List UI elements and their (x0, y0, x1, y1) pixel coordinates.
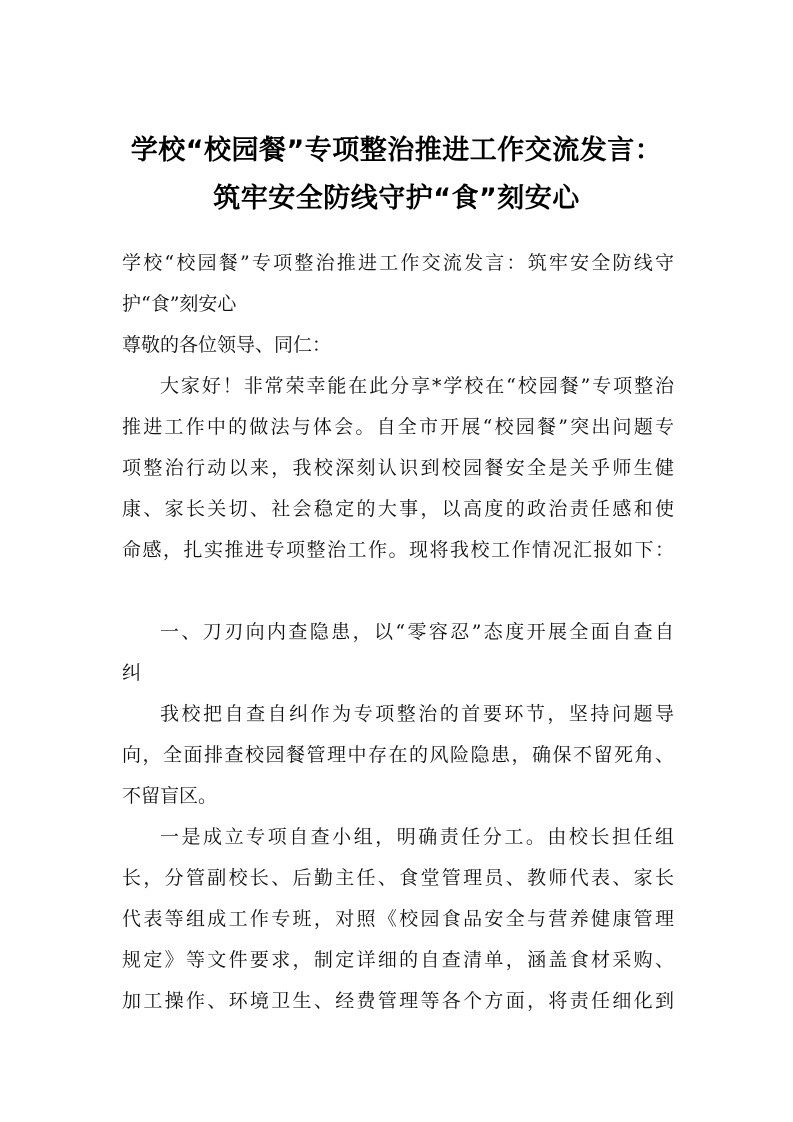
body-line: 加工操作、环境卫生、经费管理等各个方面，将责任细化到 (122, 990, 674, 1012)
body-line: 项整治行动以来，我校深刻认识到校园餐安全是关乎师生健 (122, 457, 674, 479)
body-line: 长，分管副校长、后勤主任、食堂管理员、教师代表、家长 (122, 867, 674, 889)
body-line: 学校“校园餐”专项整治推进工作交流发言：筑牢安全防线守 (122, 252, 674, 274)
document-body (122, 243, 674, 1022)
body-line (122, 571, 674, 612)
body-line: 推进工作中的做法与体会。自全市开展“校园餐”突出问题专 (122, 416, 674, 438)
body-line: 我校把自查自纠作为专项整治的首要环节，坚持问题导 (160, 703, 674, 725)
body-line: 一是成立专项自查小组，明确责任分工。由校长担任组 (160, 826, 674, 848)
body-line: 大家好！非常荣幸能在此分享*学校在“校园餐”专项整治 (160, 375, 674, 397)
body-line: 一、刀刃向内查隐患，以“零容忍”态度开展全面自查自 (160, 621, 674, 643)
body-line: 代表等组成工作专班，对照《校园食品安全与营养健康管理 (122, 908, 674, 930)
body-line: 规定》等文件要求，制定详细的自查清单，涵盖食材采购、 (122, 949, 674, 971)
body-line: 纠 (122, 662, 142, 684)
body-line: 不留盲区。 (122, 785, 218, 807)
body-line: 命感，扎实推进专项整治工作。现将我校工作情况汇报如下： (122, 539, 674, 561)
body-line: 向，全面排查校园餐管理中存在的风险隐患，确保不留死角、 (122, 744, 674, 766)
document-title-line-2: 筑牢安全防线守护“食”刻安心 (213, 183, 580, 214)
body-line: 康、家长关切、社会稳定的大事，以高度的政治责任感和使 (122, 498, 674, 520)
body-line: 尊敬的各位领导、同仁： (122, 334, 332, 356)
body-line: 护“食”刻安心 (122, 293, 237, 315)
document-title-line-1: 学校“校园餐”专项整治推进工作交流发言： (130, 135, 663, 166)
